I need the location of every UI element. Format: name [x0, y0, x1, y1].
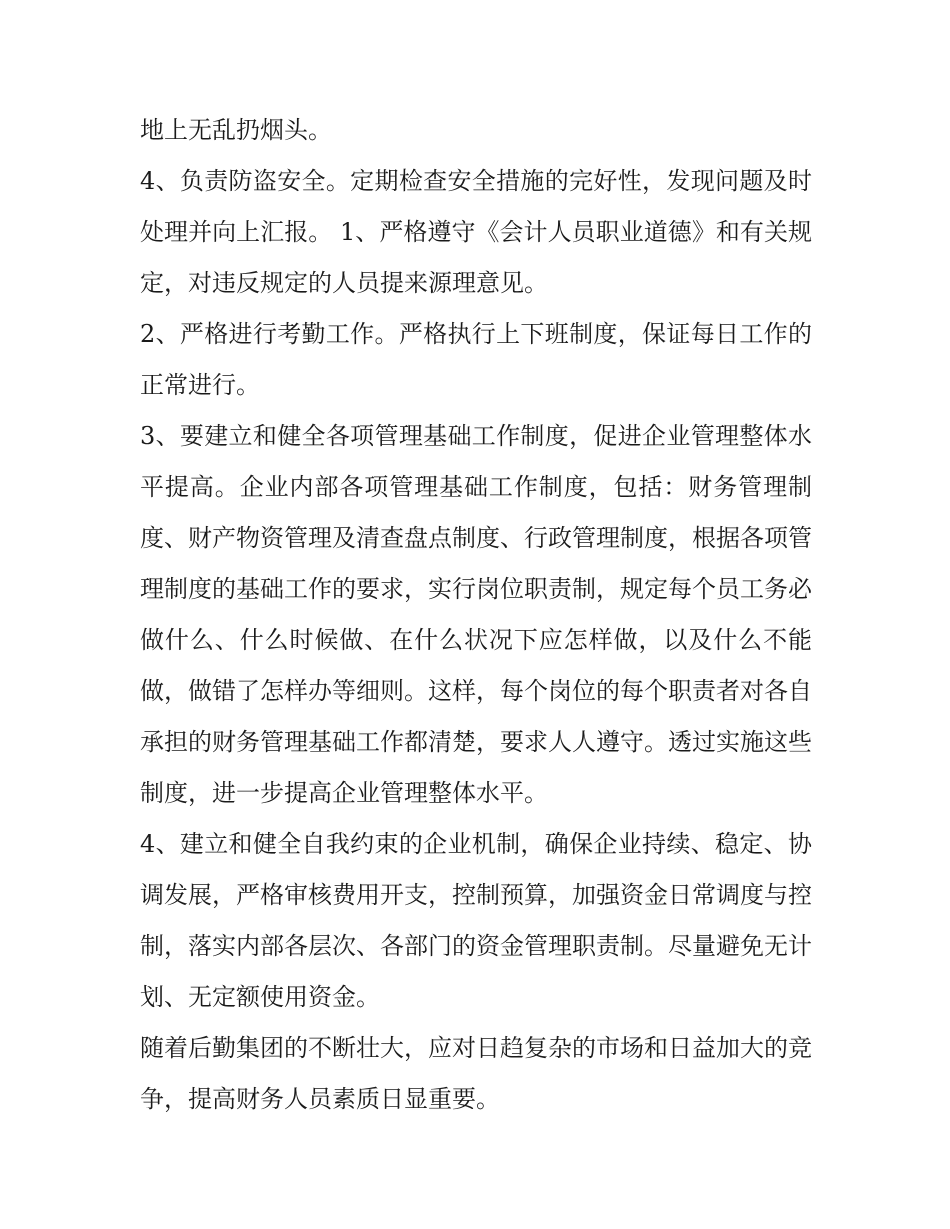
paragraph-staff-quality: 随着后勤集团的不断壮大，应对日趋复杂的市场和日益加大的竞争，提高财务人员素质日显重要。	[140, 1034, 812, 1113]
document-body	[140, 105, 812, 1125]
paragraph-management-system: 3、要建立和健全各项管理基础工作制度，促进企业管理整体水平提高。企业内部各项管理基础工作制度，包括：财务管理制度、财产物资管理及清查盘点制度、行政管理制度，根据各项管理制度的基础工作的要求，实行岗位职责制，规定每个员工务必做什么、什么时候做、在什么状况下应怎样做，以及什么不能做，做错了怎样办等细则。这样，每个岗位的每个职责者对各自承担的财务管理基础工作都清楚，要求人人遵守。透过实施这些制度，进一步提高企业管理整体水平。	[140, 422, 812, 807]
paragraph-theft-prevention: 4、负责防盗安全。定期检查安全措施的完好性，发现问题及时处理并向上汇报。 1、严格遵守《会计人员职业道德》和有关规定，对违反规定的人员提来源理意见。	[140, 167, 812, 297]
paragraph-attendance: 2、严格进行考勤工作。严格执行上下班制度，保证每日工作的正常进行。	[140, 320, 812, 399]
paragraph-cigarette-butts: 地上无乱扔烟头。	[140, 116, 332, 144]
paragraph-self-restraint: 4、建立和健全自我约束的企业机制，确保企业持续、稳定、协调发展，严格审核费用开支，控制预算，加强资金日常调度与控制，落实内部各层次、各部门的资金管理职责制。尽量避免无计划、无定额使用资金。	[140, 830, 812, 1011]
